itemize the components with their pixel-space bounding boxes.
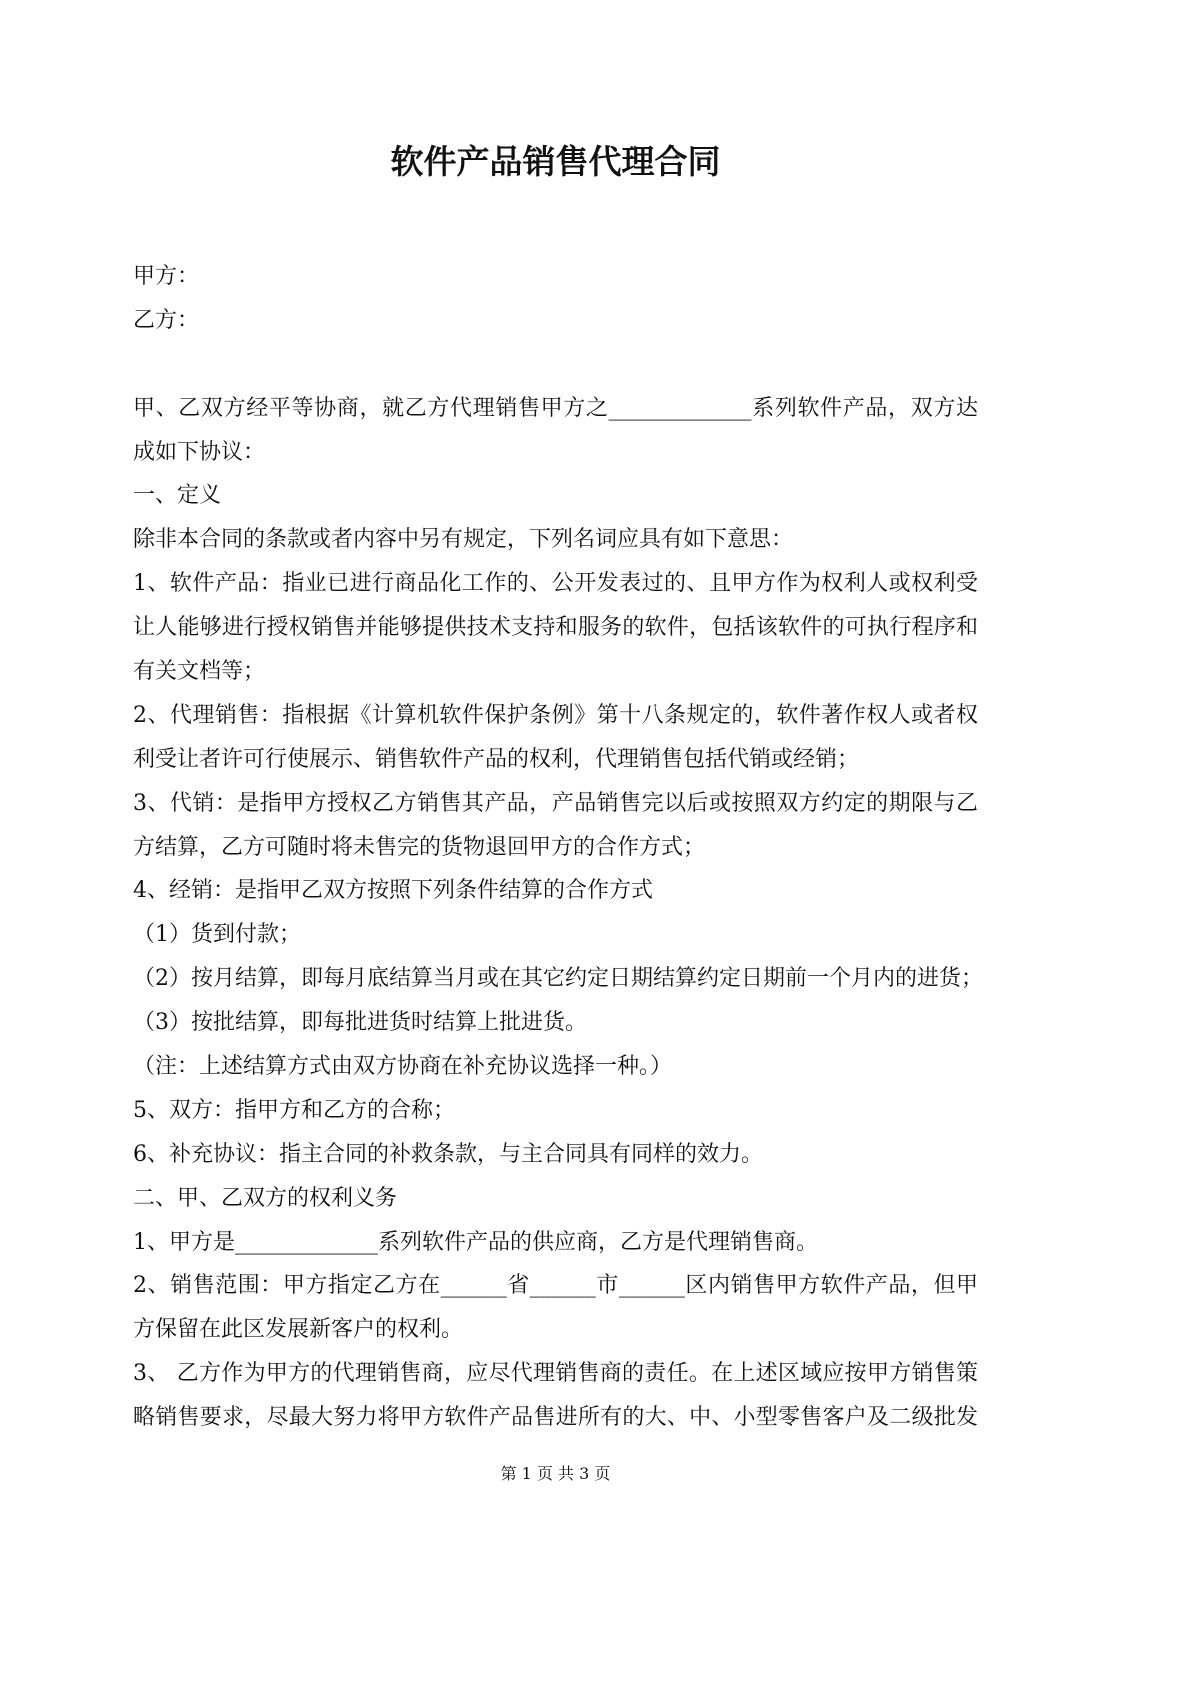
- clause-line: （2）按月结算，即每月底结算当月或在其它约定日期结算约定日期前一个月内的进货；: [133, 966, 983, 992]
- section-intro: 除非本合同的条款或者内容中另有规定，下列名词应具有如下意思：: [133, 527, 794, 553]
- settlement-option-2: [133, 957, 983, 1001]
- clause-agency-sales: [133, 694, 978, 782]
- clause-line: 5、双方：指甲方和乙方的合称；: [133, 1097, 455, 1123]
- party-a-label: 甲方：: [133, 264, 200, 289]
- clause-line: 1、甲方是_____________系列软件产品的供应商，乙方是代理销售商。: [133, 1229, 818, 1255]
- clause-line: 2、销售范围：甲方指定乙方在______省______市______区内销售甲方软件产品，但甲: [133, 1273, 978, 1299]
- clause-line: 略销售要求，尽最大努力将甲方软件产品售进所有的大、中、小型零售客户及二级批发: [133, 1405, 978, 1431]
- clause-agent-duties: [133, 1352, 978, 1440]
- clause-distribution: [133, 869, 978, 913]
- clause-supplier: [133, 1221, 978, 1265]
- blank-line: [133, 343, 978, 387]
- section-rights-obligations: [133, 1177, 978, 1440]
- clause-software-product: [133, 562, 978, 694]
- clause-line: 4、经销：是指甲乙双方按照下列条件结算的合作方式: [133, 878, 653, 904]
- section-heading: 二、甲、乙双方的权利义务: [133, 1185, 398, 1211]
- clause-line: 1、软件产品：指业已进行商品化工作的、公开发表过的、且甲方作为权利人或权利受: [133, 571, 978, 597]
- clause-line: 让人能够进行授权销售并能够提供技术支持和服务的软件，包括该软件的可执行程序和: [133, 615, 978, 641]
- clause-line: 2、代理销售：指根据《计算机软件保护条例》第十八条规定的，软件著作权人或者权: [133, 702, 978, 728]
- settlement-option-1: [133, 913, 978, 957]
- clause-line: 3、 乙方作为甲方的代理销售商，应尽代理销售商的责任。在上述区域应按甲方销售策: [133, 1361, 978, 1387]
- clause-line: （注：上述结算方式由双方协商在补充协议选择一种。）: [133, 1054, 673, 1080]
- clause-line: （1）货到付款；: [133, 922, 301, 948]
- section-heading: 一、定义: [133, 483, 222, 509]
- preamble-line: 甲、乙双方经平等协商，就乙方代理销售甲方之_____________系列软件产品，双方达: [133, 395, 978, 421]
- page-number-footer: 第 1 页 共 3 页: [500, 1464, 611, 1483]
- clause-line: 方结算，乙方可随时将未售完的货物退回甲方的合作方式；: [133, 834, 706, 860]
- preamble-line: 成如下协议：: [133, 439, 266, 465]
- preamble-paragraph: [133, 387, 978, 475]
- clause-line: 方保留在此区发展新客户的权利。: [133, 1317, 464, 1343]
- settlement-option-3: [133, 1001, 978, 1045]
- clause-consignment: [133, 782, 978, 870]
- clause-sales-territory: [133, 1264, 978, 1352]
- document-body: [133, 255, 983, 1440]
- clause-both-parties: [133, 1089, 978, 1133]
- document-title: 软件产品销售代理合同: [390, 142, 721, 181]
- settlement-note: [133, 1045, 978, 1089]
- clause-line: 3、代销：是指甲方授权乙方销售其产品，产品销售完以后或按照双方约定的期限与乙: [133, 790, 978, 816]
- clause-supplementary-agreement: [133, 1133, 978, 1177]
- clause-line: 利受让者许可行使展示、销售软件产品的权利，代理销售包括代销或经销；: [133, 746, 860, 772]
- party-b-label: 乙方：: [133, 307, 200, 333]
- clause-line: 有关文档等；: [133, 659, 266, 685]
- clause-line: 6、补充协议：指主合同的补救条款，与主合同具有同样的效力。: [133, 1141, 763, 1167]
- section-definitions: [133, 474, 983, 1176]
- clause-line: （3）按批结算，即每批进货时结算上批进货。: [133, 1010, 587, 1036]
